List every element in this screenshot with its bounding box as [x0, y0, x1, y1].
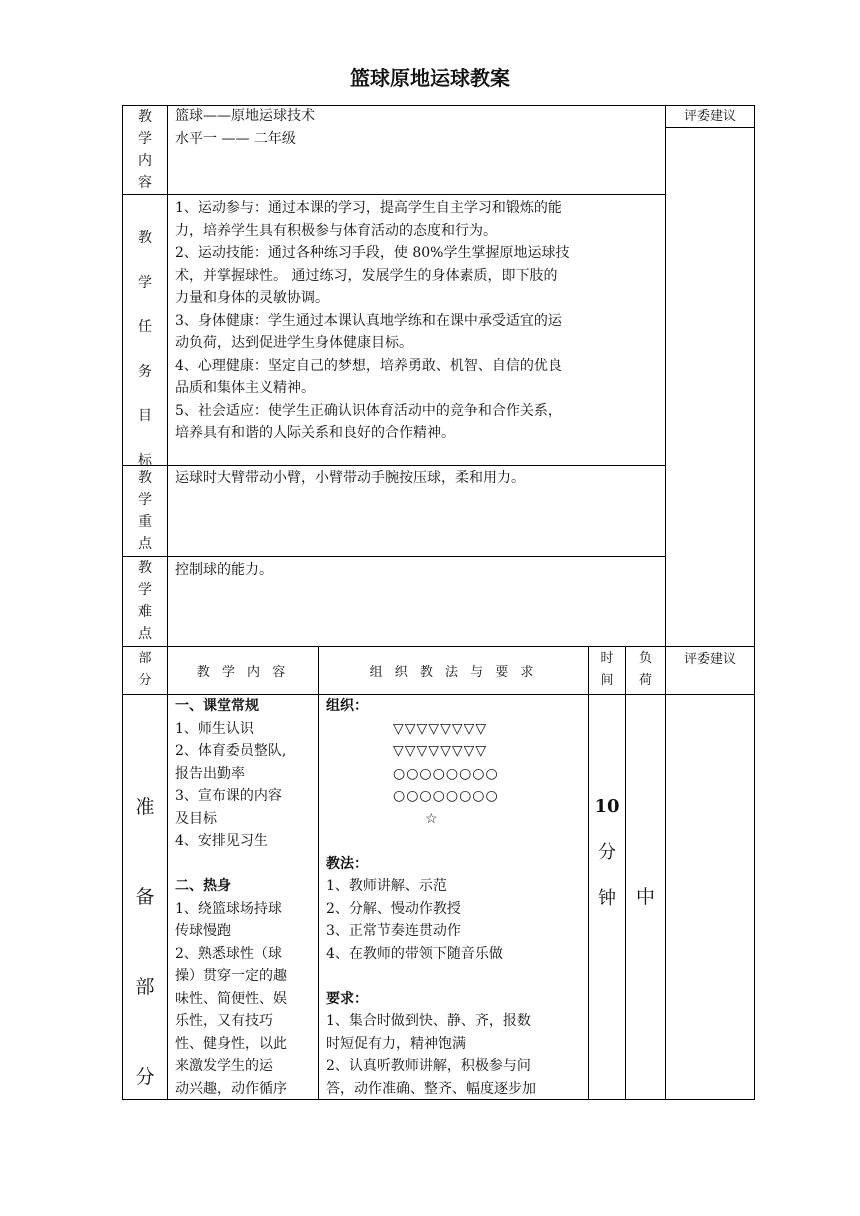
requirements-label: 要求： — [326, 990, 368, 1007]
difficulties-text: 控制球的能力。 — [175, 562, 273, 578]
header-part: 部 分 — [138, 651, 152, 688]
prep-load: 中 — [635, 886, 655, 908]
row-label-content: 教 学 内 容 — [138, 109, 152, 191]
header-time: 时 间 — [600, 651, 614, 688]
formation: ▽▽▽▽▽▽▽▽ ▽▽▽▽▽▽▽▽ ○○○○○○○○ ○○○○○○○○ ☆ — [326, 718, 586, 831]
row-label-key-points: 教 学 重 点 — [138, 470, 152, 552]
key-points-text: 运球时大臂带动小臂，小臂带动手腕按压球，柔和用力。 — [175, 470, 525, 486]
row-label-difficulties: 教 学 难 点 — [138, 560, 152, 642]
row-label-objectives: 教 学 任 务 目 标 — [138, 230, 152, 469]
org-label: 组织： — [326, 698, 368, 714]
prep-part-label: 准 备 部 分 — [135, 796, 155, 1088]
header-method: 组 织 教 法 与 要 求 — [369, 665, 538, 680]
teacher-star-icon: ☆ — [425, 810, 438, 827]
header-load: 负 荷 — [638, 651, 652, 688]
content-text: 篮球——原地运球技术 水平一 —— 二年级 — [175, 108, 315, 147]
prep-time: 10 分 钟 — [594, 796, 620, 909]
header-review: 评委建议 — [683, 652, 736, 667]
page-title: 篮球原地运球教案 — [350, 66, 510, 90]
review-header: 评委建议 — [683, 109, 736, 124]
method-label: 教法： — [326, 855, 368, 872]
objectives-text: 1、运动参与：通过本课的学习，提高学生自主学习和锻炼的能 力，培养学生具有积极参与体育活动的态度和行为。 2、运动技能：通过各种练习手段，使 80%学生掌握原地运球技 术，并掌握球性。 通过练习，发展学生的身体素质，即下肢的 力量和身体的灵敏协调。 3、身体健康：学生通过本课认真地学练和在课中承受适宜的运 动负荷，达到促进学生身体健康目标。 4、心理健康：坚定自己的梦想，培养勇敢、机智、自信的优良 品质和集体主义精神。 5、社会适应：使学生正确认识体育活动中的竞争和合作关系， 培养具有和谐的人际关系和良好的合作精神。 — [175, 200, 570, 441]
header-content: 教 学 内 容 — [196, 665, 290, 680]
prep-content: 一、课堂常规 1、师生认识 2、体育委员整队, 报告出勤率 3、宣布课的内容 及目标 4、安排见习生 二、热身 1、绕篮球场持球 传球慢跑 2、熟悉球性（球 操）贯穿一定的趣 味性、简便性、娱 乐性，又有技巧 性、健身性，以此 来激发学生的运 动兴趣，动作循序 — [175, 698, 287, 1097]
prep-method: 组织： ▽▽▽▽▽▽▽▽ ▽▽▽▽▽▽▽▽ ○○○○○○○○ ○○○○○○○○ ☆ 教法： 1、教师讲解、示范 2、分解、慢动作教授 3、正常节奏连贯动作 4、在教师的带领下随音乐做 要求： 1、集合时做到快、静、齐，报数 时短促有力，精神饱满 2、认真听教师讲解，积极参与问 答，动作准确、整齐、幅度逐步加 — [326, 695, 586, 1100]
